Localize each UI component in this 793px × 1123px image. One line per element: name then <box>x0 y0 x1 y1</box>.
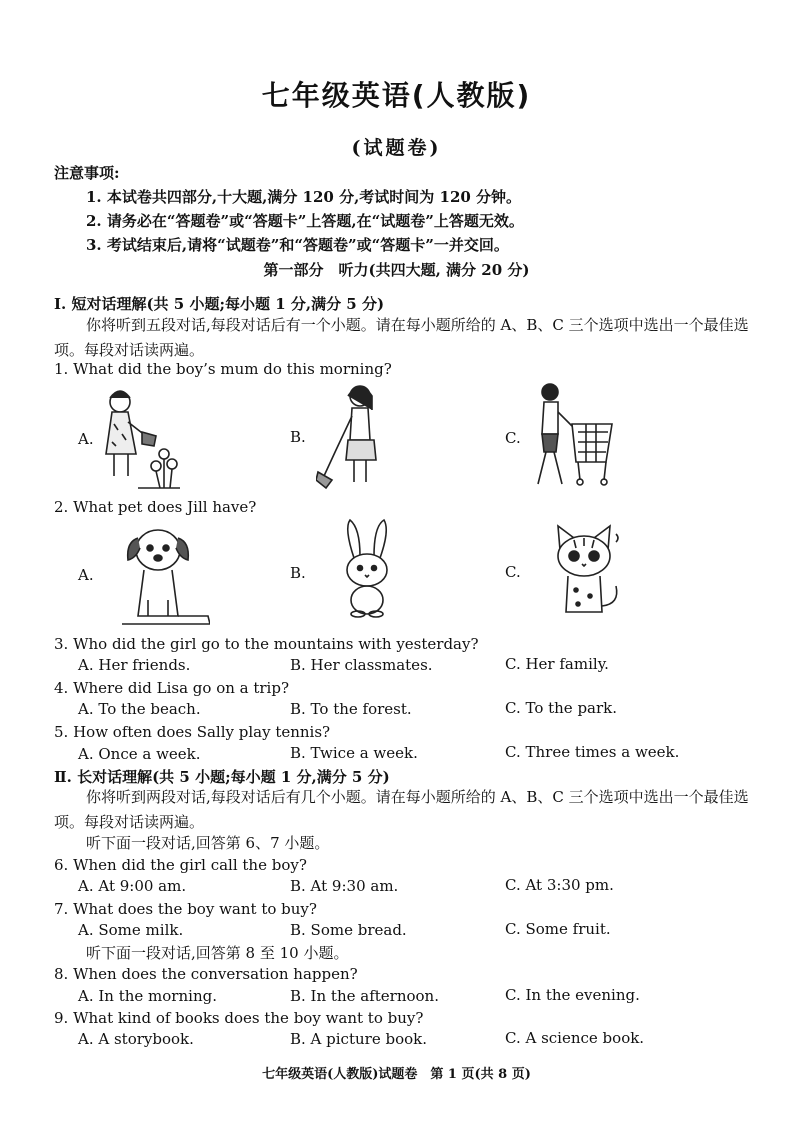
option-a: A. To the beach. <box>78 700 201 718</box>
option-a: A. In the morning. <box>78 987 217 1005</box>
option-c: C. Some fruit. <box>505 920 611 938</box>
note-item: 3. 考试结束后,请将“试题卷”和“答题卷”或“答题卡”一并交回。 <box>86 236 509 254</box>
page-subtitle: (试题卷) <box>351 137 442 159</box>
dog-picture <box>118 520 210 628</box>
option-b: B. To the forest. <box>290 700 412 718</box>
option-a: A. Her friends. <box>78 656 191 674</box>
rabbit-picture <box>330 518 402 618</box>
option-label: A. <box>78 430 94 448</box>
question-3: 3. Who did the girl go to the mountains with yesterday? <box>54 635 479 653</box>
question-5: 5. How often does Sally play tennis? <box>54 723 331 741</box>
option-c: C. At 3:30 pm. <box>505 876 614 894</box>
question-7: 7. What does the boy want to buy? <box>54 900 317 918</box>
option-b: B. Twice a week. <box>290 744 418 762</box>
option-label: B. <box>290 564 306 582</box>
question-6: 6. When did the girl call the boy? <box>54 856 307 874</box>
option-c: C. A science book. <box>505 1029 645 1047</box>
option-b: B. At 9:30 am. <box>290 877 399 895</box>
page-footer: 七年级英语(人教版)试题卷 第 1 页(共 8 页) <box>262 1067 531 1082</box>
option-c: C. Her family. <box>505 655 609 673</box>
option-a: A. At 9:00 am. <box>78 877 187 895</box>
option-c: C. To the park. <box>505 699 618 717</box>
part-instruction: 你将听到两段对话,每段对话后有几个小题。请在每小题所给的 A、B、C 三个选项中选出一个最佳选项。每段对话读两遍。 <box>54 788 749 831</box>
note-item: 1. 本试卷共四部分,十大题,满分 120 分,考试时间为 120 分钟。 <box>86 188 522 206</box>
notes-heading: 注意事项: <box>54 164 120 182</box>
sub-instruction: 听下面一段对话,回答第 8 至 10 小题。 <box>86 944 349 962</box>
option-label: B. <box>290 428 306 446</box>
page-title: 七年级英语(人教版) <box>261 79 532 112</box>
cat-picture <box>548 520 628 618</box>
note-item: 2. 请务必在“答题卷”或“答题卡”上答题,在“试题卷”上答题无效。 <box>86 212 524 230</box>
girl-watering-flowers-picture <box>98 384 180 494</box>
option-label: C. <box>505 429 521 447</box>
option-label: C. <box>505 563 521 581</box>
option-a: A. A storybook. <box>78 1030 194 1048</box>
question-1: 1. What did the boy’s mum do this morning? <box>54 360 392 378</box>
woman-shopping-cart-picture <box>528 380 616 490</box>
part-heading: Ⅰ. 短对话理解(共 5 小题;每小题 1 分,满分 5 分) <box>54 295 385 313</box>
part-instruction: 你将听到五段对话,每段对话后有一个小题。请在每小题所给的 A、B、C 三个选项中选出一个最佳选项。每段对话读两遍。 <box>54 316 749 359</box>
option-b: B. Her classmates. <box>290 656 433 674</box>
woman-sweeping-picture <box>316 380 392 492</box>
option-a: A. Some milk. <box>78 921 184 939</box>
option-c: C. In the evening. <box>505 986 640 1004</box>
sub-instruction: 听下面一段对话,回答第 6、7 小题。 <box>86 834 330 852</box>
question-2: 2. What pet does Jill have? <box>54 498 257 516</box>
option-b: B. Some bread. <box>290 921 407 939</box>
option-b: B. In the afternoon. <box>290 987 439 1005</box>
part-heading: Ⅱ. 长对话理解(共 5 小题;每小题 1 分,满分 5 分) <box>54 768 390 786</box>
option-b: B. A picture book. <box>290 1030 427 1048</box>
section-title: 第一部分 听力(共四大题, 满分 20 分) <box>263 261 530 279</box>
question-9: 9. What kind of books does the boy want to buy? <box>54 1009 424 1027</box>
option-label: A. <box>78 566 94 584</box>
question-8: 8. When does the conversation happen? <box>54 965 358 983</box>
option-c: C. Three times a week. <box>505 743 680 761</box>
option-a: A. Once a week. <box>78 745 201 763</box>
question-4: 4. Where did Lisa go on a trip? <box>54 679 289 697</box>
